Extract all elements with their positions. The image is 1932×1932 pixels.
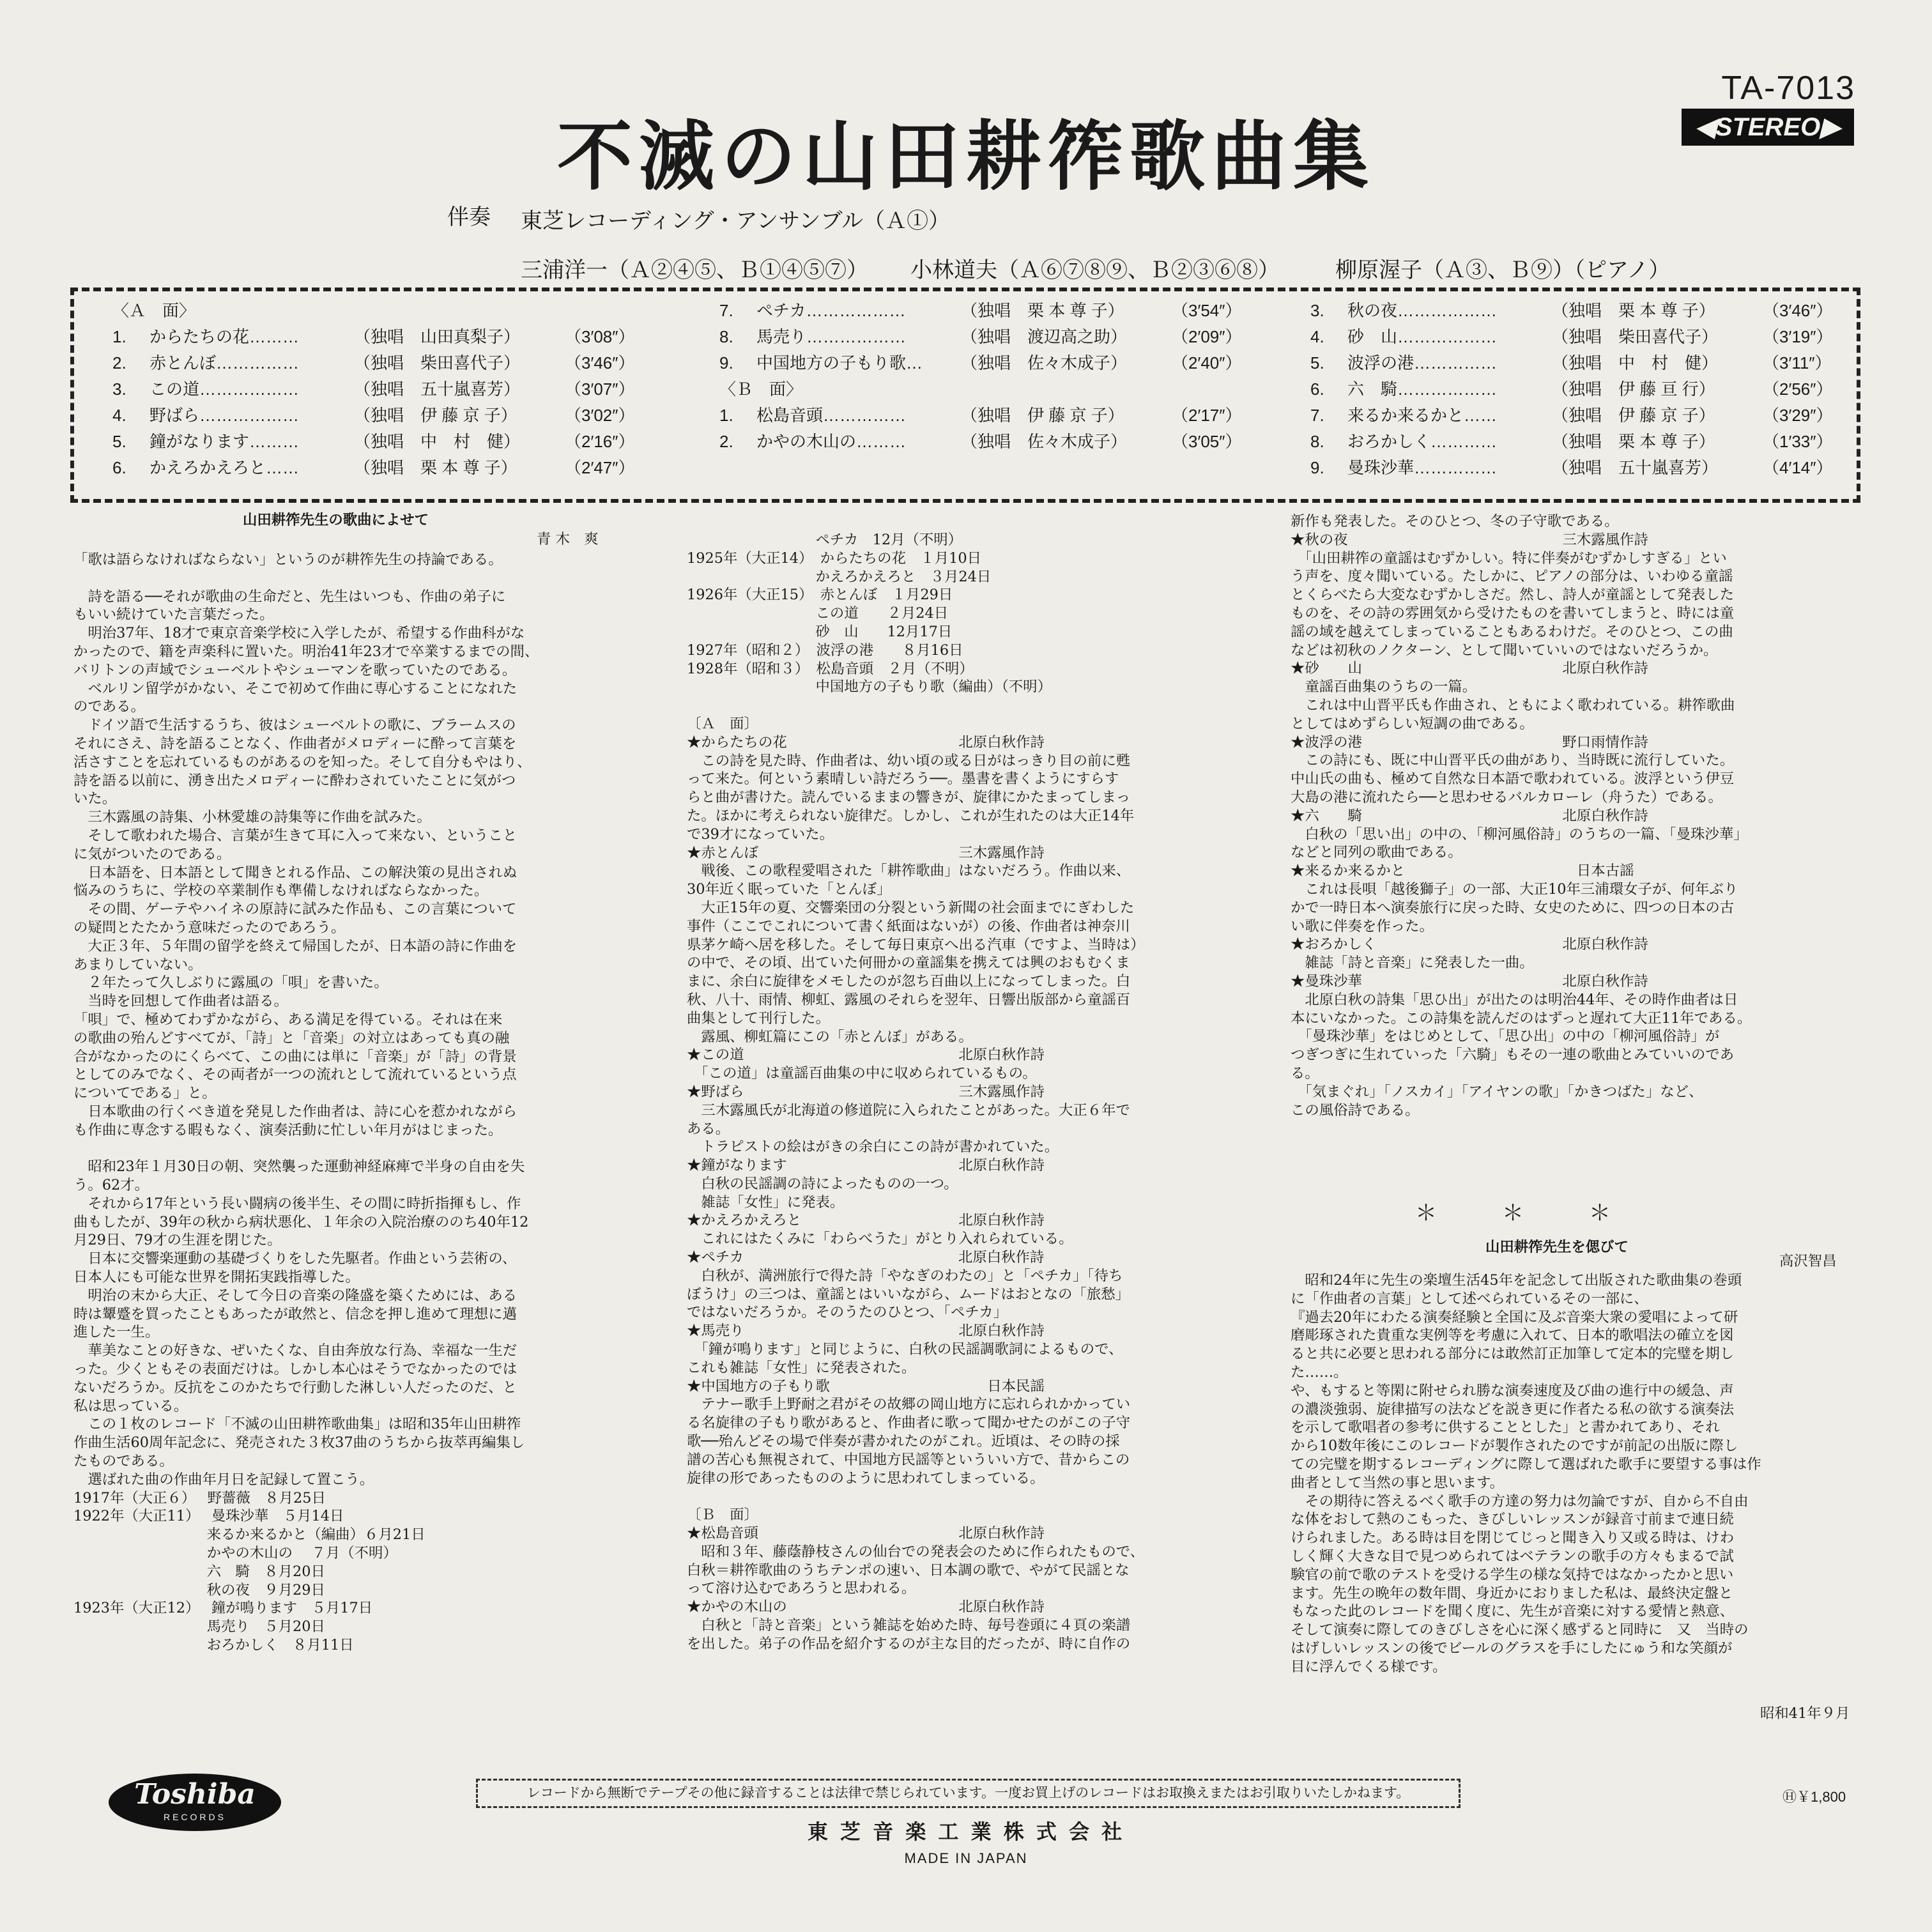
track-title: 鐘がなります……… (150, 432, 300, 451)
text-line: かで一時日本へ演奏旅行に戻った時、女史のために、四つの日本の古 (1291, 899, 1735, 916)
text-line: 月29日、79才の生涯を閉じた。 (73, 1232, 282, 1249)
track-row (112, 402, 641, 429)
text-line: その期待に答えるべく歌手の方達の努力は勿論ですが、自から不自由 (1291, 1492, 1749, 1510)
track-number: 6. (112, 458, 126, 477)
text-line: 験官の前で歌のテストを受ける学生の様な気持ではなかったかと思い (1291, 1566, 1734, 1583)
text-line: 曲もしたが、39年の秋から病状悪化、１年余の入院治療ののち40年12 (73, 1213, 529, 1230)
text-line: ★からたちの花 北原白秋作詩 (687, 733, 1045, 751)
text-line: 悩みのうちに、学校の卒業制作も準備しなければならなかった。 (73, 882, 489, 900)
text-line: 秋、八十、雨情、柳虹、露風のそれらを翌年、日響出版部から童謡百 (687, 991, 1131, 1008)
track-singer: （独唱 栗 本 尊 子） (961, 301, 1124, 320)
track-singer: （独唱 栗 本 尊 子） (1552, 432, 1715, 451)
text-line: などは初秋のノクターン、として聞いていいのではないだろうか。 (1291, 641, 1718, 659)
track-row (719, 350, 1248, 376)
text-line: けられました。ある時は目を閉じてじっと聞き入り又或る時は、けわ (1291, 1529, 1735, 1547)
track-singer: （独唱 山田真梨子） (354, 327, 521, 346)
section-divider-stars: ＊ ＊ ＊ (1415, 1200, 1611, 1226)
text-line: の中で、その頃、出ていた何冊かの童謡集を携えては興のおもむくま (687, 954, 1130, 972)
text-line: に「作曲者の言葉」として述べられているその一部に、 (1291, 1290, 1648, 1307)
track-singer: （独唱 栗 本 尊 子） (1552, 301, 1715, 320)
essay1-body (73, 551, 539, 1655)
text-line: 1927年（昭和２） 波浮の港 ８月16日 (687, 641, 963, 659)
tracklist-column-3 (1310, 298, 1839, 481)
text-line: かやの木山の ７月（不明） (73, 1545, 397, 1562)
track-title: かえろかえろと…… (150, 458, 300, 477)
text-line: まに、余白に旋律をメモしたのが忽ち百曲以上になってしまった。白 (687, 973, 1131, 990)
text-line: 大正15年の夏、交響楽団の分裂という新聞の社会面までにぎわした (687, 899, 1135, 916)
text-line: 「気まぐれ」「ノスカイ」「アイヤンの歌」「かきつばた」など、 (1291, 1083, 1703, 1100)
text-line: 1923年（大正12） 鐘が鳴ります ５月17日 (73, 1600, 373, 1617)
track-number: 1. (112, 327, 126, 346)
text-line: それから17年という長い闘病の後半生、その間に時折指揮もし、作 (73, 1195, 521, 1212)
text-line: ての完璧を期するレコーディングに際して選ばれた歌手に要望する事は作 (1291, 1455, 1761, 1473)
track-singer: （独唱 伊 藤 京 子） (354, 406, 518, 425)
text-line: これは中山晋平氏も作曲され、ともによく歌われている。耕筰歌曲 (1291, 696, 1735, 714)
track-singer: （独唱 伊 藤 京 子） (1552, 406, 1715, 425)
text-line: た。ほかに考えられない旋律だ。しかし、これが生れたのは大正14年 (687, 807, 1135, 824)
text-line: もいい続けていた言葉だった。 (73, 606, 274, 624)
text-line: これは長唄「越後獅子」の一部、大正10年三浦環女子が、何年ぶり (1291, 880, 1738, 898)
text-line: 華美なことの好きな、ぜいたくな、自由奔放な行為、幸福な一生だ (73, 1342, 518, 1360)
track-row (112, 324, 641, 350)
text-line: も作曲に専念する暇もなく、演奏活動に忙しい年月がはじまった。 (73, 1121, 503, 1138)
track-number: 2. (719, 432, 733, 451)
text-line: もなった此のレコードを聞く度に、先生が音楽に対する愛情と熱意、 (1291, 1603, 1735, 1620)
track-row (1310, 402, 1839, 429)
essay2-title: 山田耕筰先生を偲びて (1485, 1239, 1629, 1255)
track-singer: （独唱 柴田喜代子） (1552, 327, 1719, 346)
essay2-author: 高沢智昌 (1779, 1253, 1837, 1269)
track-singer: （独唱 佐々木成子） (961, 432, 1128, 451)
text-line: 譜の苦心も無視されて、中国地方民謡等といういい方で、昔からこの (687, 1451, 1130, 1468)
text-line: 中国地方の子もり歌（編曲）（不明） (687, 678, 1052, 696)
text-line: ★来るか来るかと 日本古謡 (1291, 862, 1634, 880)
text-line: ★鐘がなります 北原白秋作詩 (687, 1157, 1045, 1174)
essay2-body (1291, 1271, 1761, 1676)
text-line: そして歌われた場合、言葉が生きて耳に入って来ない、ということ (73, 827, 518, 844)
track-singer: （独唱 中 村 健） (1552, 353, 1719, 372)
track-row (719, 324, 1248, 350)
text-line: ★かえろかえろと 北原白秋作詩 (687, 1212, 1045, 1229)
text-line: その間、ゲーテやハイネの原詩に試みた作品も、この言葉について (73, 901, 517, 918)
text-line: 歌──殆んどその場で伴奏が書かれたのがこれ。近頃は、その時の採 (687, 1433, 1120, 1450)
text-line: 進した一生。 (73, 1324, 160, 1341)
text-line: 来るか来るかと（編曲）６月21日 (73, 1526, 425, 1544)
track-title: 馬売り……………… (756, 327, 907, 346)
track-title: 来るか来るかと…… (1347, 406, 1498, 425)
track-row (1310, 455, 1839, 481)
tracklist-column-2 (719, 298, 1248, 455)
text-line: 磨彫琢された貴重な実例等を考慮に入れて、日本的歌唱法の確立を図 (1291, 1327, 1734, 1344)
track-duration: （3′08″） (565, 327, 635, 346)
track-row (1310, 298, 1839, 324)
logo-sub: RECORDS (163, 1812, 226, 1822)
text-line: い歌に伴奏を作った。 (1291, 917, 1434, 935)
track-singer: （独唱 中 村 健） (354, 432, 521, 451)
text-line: この詩を見た時、作曲者は、幼い頃の或る日がはっきり目の前に甦 (687, 752, 1131, 769)
text-line: 目に浮んでくる様です。 (1291, 1658, 1447, 1675)
text-line: 当時を回想して作曲者は語る。 (73, 993, 288, 1010)
text-line: や、もすると等閑に附せられ勝な演奏速度及び曲の進行中の緩急、声 (1291, 1382, 1734, 1399)
text-line: ★六 騎 北原白秋作詩 (1291, 807, 1648, 824)
essay2-date: 昭和41年９月 (1760, 1705, 1850, 1722)
text-line: 私は思っている。 (73, 1397, 188, 1414)
track-title: この道……………… (150, 379, 300, 399)
text-line: ものを、その詩の雰囲気から受けたものを書いてしまうと、時には童 (1291, 604, 1735, 622)
text-line: る。 (1291, 1064, 1319, 1082)
essay1-title: 山田耕筰先生の歌曲によせて (243, 512, 429, 528)
text-line: ★野ばら 三木露風作詩 (687, 1083, 1045, 1100)
text-line: 〔Ａ 面〕 (687, 715, 758, 732)
text-line: 白秋の「思い出」の中の、「柳河風俗詩」のうちの一篇、「曼珠沙華」 (1291, 825, 1748, 843)
track-row (112, 455, 641, 481)
text-line: ★ペチカ 北原白秋作詩 (687, 1249, 1045, 1266)
track-duration: （2′17″） (1172, 406, 1242, 425)
text-line: この風俗詩である。 (1291, 1101, 1420, 1119)
text-line: 『過去20年にわたる演奏経験と全国に及ぶ音楽大衆の愛唱によって研 (1291, 1308, 1738, 1326)
text-line: 馬売り ５月20日 (73, 1618, 325, 1636)
track-title: 赤とんぼ…………… (150, 353, 300, 372)
text-line: を示して歌唱者の参考に供することとした」と書かれてあり、それ (1291, 1419, 1720, 1436)
copyright-notice: レコードから無断でテープその他に録音することは法律で禁じられています。一度お買上げのレコードはお取換えまたはお引取りいたしかねます。 (476, 1779, 1460, 1808)
text-line: 「山田耕筰の童謡はむずかしい。特に伴奏がむずかしすぎる」とい (1291, 549, 1727, 567)
text-line: 1922年（大正11） 曼珠沙華 ５月14日 (73, 1508, 344, 1525)
track-singer: （独唱 五十嵐喜芳） (1552, 458, 1719, 477)
track-number: 2. (112, 353, 126, 372)
track-row (1310, 376, 1839, 402)
track-row (1310, 350, 1839, 376)
text-line: などと同列の歌曲である。 (1291, 844, 1462, 861)
text-line: 大正３年、５年間の留学を終えて帰国したが、日本語の詩に作曲を (73, 937, 518, 954)
text-line (687, 696, 1145, 715)
ensemble-credit: 東芝レコーディング・アンサンブル（Ａ①） (521, 209, 951, 233)
track-row (719, 402, 1248, 429)
text-line: テナー歌手上野耐之君がその故郷の岡山地方に忘れられかかってい (687, 1396, 1131, 1413)
text-line: ★秋の夜 三木露風作詩 (1291, 531, 1648, 548)
track-duration: （3′54″） (1172, 301, 1242, 320)
text-line: についてである」と。 (73, 1085, 217, 1102)
text-line: かったので、籍を声楽科に置いた。明治41年23才で卒業するまでの間、 (73, 643, 539, 660)
tracklist-column-1 (112, 298, 641, 481)
text-line: 童謡百曲集のうちの一篇。 (1291, 678, 1477, 696)
track-title: 中国地方の子もり歌… (756, 353, 923, 372)
text-line: 雑誌「詩と音楽」に発表した一曲。 (1291, 954, 1534, 972)
track-number: 3. (112, 379, 126, 399)
track-singer: （独唱 渡辺高之助） (961, 327, 1128, 346)
text-line: あまりしていない。 (73, 956, 203, 973)
text-line: の歌曲の殆んどすべてが、「詩」と「音楽」の対立はあっても真の融 (73, 1029, 510, 1046)
text-line: のである。 (73, 698, 145, 716)
text-line: 大島の港に流れたら──と思わせるバルカローレ（舟うた）である。 (1291, 788, 1722, 806)
track-title: 松島音頭…………… (756, 406, 907, 425)
text-line: それにさえ、詩を語ることなく、作曲者がメロディーに酔って言葉を (73, 735, 517, 752)
text-line: ★松島音頭 北原白秋作詩 (687, 1525, 1045, 1542)
text-line: 〔Ｂ 面〕 (687, 1506, 758, 1524)
text-line: いた。 (73, 790, 117, 808)
tracklist-box (70, 288, 1860, 503)
text-line: 作曲生活60周年記念に、発売された３枚37曲のうちから抜萃再編集し (73, 1434, 525, 1452)
text-line: これも雑誌「女性」に発表された。 (687, 1359, 916, 1376)
track-singer: （独唱 伊 藤 京 子） (961, 406, 1124, 425)
track-duration: （3′46″） (565, 353, 635, 372)
text-line: 昭和３年、藤蔭静枝さんの仙台での発表会のために作られたもので、 (687, 1543, 1145, 1560)
track-number: 9. (719, 353, 733, 372)
track-title: 曼珠沙華…………… (1347, 458, 1498, 477)
text-line: ★赤とんぼ 三木露風作詩 (687, 844, 1045, 861)
text-line: 県茅ケ崎へ居を移した。そして毎日東京へ出る汽車（ですよ、当時は） (687, 936, 1145, 953)
track-title: 野ばら……………… (150, 406, 300, 425)
notes-column-2 (687, 531, 1145, 1653)
notes-column-3 (1291, 512, 1751, 1119)
text-line: バリトンの声域でシューベルトやシューマンを歌っていたのである。 (73, 661, 517, 678)
text-line: 謡の域を越えてしまっていることもあるわけだ。そのひとつ、この曲 (1291, 623, 1733, 640)
text-line: った。少くともその表面だけは。しかし本心はそうでなかったのでは (73, 1361, 518, 1378)
track-row (112, 429, 641, 455)
text-line: 1925年（大正14） からたちの花 １月10日 (687, 549, 982, 567)
track-duration: （2′16″） (565, 432, 635, 451)
text-line: ★馬売り 北原白秋作詩 (687, 1322, 1045, 1340)
text-line: 1917年（大正６） 野薔薇 ８月25日 (73, 1489, 326, 1506)
track-title: 波浮の港…………… (1347, 353, 1498, 372)
stereo-badge: ◀STEREO▶ (1682, 109, 1854, 146)
text-line: そして演奏に際してのきびしさを心に深く感ずると同時に 又 当時の (1291, 1621, 1749, 1639)
text-line: 「唄」で、極めてわずかながら、ある満足を得ている。それは在来 (73, 1011, 503, 1028)
text-line: ベルリン留学がかない、そこで初めて作曲に専心することになれた (73, 680, 518, 697)
text-line: から10数年後にこのレコードが製作されたのですが前記の出版に際し (1291, 1438, 1738, 1455)
text-line: 北原白秋の詩集「思ひ出」が出たのは明治44年、その時作曲者は日 (1291, 991, 1738, 1008)
text-line: 白秋の民謡調の詩によったものの一つ。 (687, 1175, 958, 1192)
text-line: 日本に交響楽運動の基礎づくりをした先駆者。作曲という芸術の、 (73, 1250, 517, 1268)
track-singer: （独唱 栗 本 尊 子） (354, 458, 518, 477)
text-line: ★曼珠沙華 北原白秋作詩 (1291, 972, 1648, 990)
track-duration: （3′29″） (1763, 406, 1833, 425)
pianist-credit-2: 小林道夫（Ａ⑥⑦⑧⑨、Ｂ②③⑥⑧） (910, 258, 1280, 282)
text-line: う。62才。 (73, 1177, 150, 1194)
track-title: 六 騎……………… (1347, 379, 1498, 399)
text-line: 曲者として当然の事と思います。 (1291, 1474, 1505, 1491)
text-line: らと曲が書けた。読んでいるままの響きが、旋律にかたまってしまっ (687, 789, 1131, 806)
track-title: 砂 山……………… (1347, 327, 1498, 346)
text-line: ドイツ語で生活するうち、彼はシューベルトの歌に、ブラームスの (73, 717, 516, 734)
text-line: としてはめずらしい短調の曲である。 (1291, 715, 1534, 732)
logo-name: Toshiba (134, 1778, 256, 1811)
text-line: しく輝く大きな目で見つめられてはベテランの歌手の方々もまるで試 (1291, 1547, 1734, 1565)
text-line: ではないだろうか。そのうたのひとつ、「ペチカ」 (687, 1304, 1008, 1321)
text-line: 詩を語る以前に、湧き出たメロディーに酔わされていたことに気がつ (73, 772, 516, 789)
text-line: ある。 (687, 1120, 730, 1137)
track-duration: （4′14″） (1763, 458, 1833, 477)
text-line: 三木露風の詩集、小林愛雄の詩集等に作曲を試みた。 (73, 809, 431, 826)
text-line: 秋の夜 ９月29日 (73, 1581, 325, 1598)
text-line: 30年近く眠っていた「とんぼ」 (687, 881, 891, 898)
text-line: 日本人にも可能な世界を開拓実践指導した。 (73, 1269, 360, 1286)
text-line: 事件（ここでこれについて書く紙面はないが）の後、作曲者は神奈川 (687, 917, 1130, 935)
pianist-credit-1: 三浦洋一（Ａ②④⑤、Ｂ①④⑤⑦） (521, 258, 868, 282)
text-line: つぎつぎに生れていった「六騎」もその一連の歌曲とみていいのであ (1291, 1046, 1735, 1064)
text-line: 中山氏の曲も、極めて自然な日本語で歌われている。波浮という伊豆 (1291, 770, 1735, 788)
text-line: う声を、度々聞いている。たしかに、ピアノの部分は、いわゆる童謡 (1291, 568, 1733, 585)
track-duration: （3′11″） (1763, 353, 1832, 372)
text-line (73, 569, 539, 588)
text-line: 昭和24年に先生の楽壇生活45年を記念して出版された歌曲集の巻頭 (1291, 1272, 1742, 1289)
text-line: 「曼珠沙華」をはじめとして、「思ひ出」の中の「柳河風俗詩」が (1291, 1028, 1720, 1045)
track-title: かやの木山の……… (756, 432, 907, 451)
text-line: 白秋と「詩と音楽」という雑誌を始めた時、毎号巻頭に４頁の楽譜 (687, 1617, 1131, 1634)
text-line: 日本歌曲の行くべき道を発見した作曲者は、詩に心を惹かれながら (73, 1103, 518, 1120)
text-line: を出した。弟子の作品を紹介するのが主な目的だったが、時に自作の (687, 1635, 1131, 1652)
text-line: 「鐘が鳴ります」と同じように、白秋の民謡調歌詞によるもので、 (687, 1341, 1123, 1358)
text-line: の濃淡強弱、旋律描写の法などを説き更に作者たる私の欲する演奏法 (1291, 1400, 1735, 1418)
track-row (112, 350, 641, 376)
text-line: ★かやの木山の 北原白秋作詩 (687, 1598, 1045, 1616)
track-duration: （1′33″） (1763, 432, 1833, 451)
text-line: この詩にも、既に中山晋平氏の曲があり、当時既に流行していた。 (1291, 752, 1735, 769)
track-title: 秋の夜……………… (1347, 301, 1498, 320)
text-line: 詩を語る──それが歌曲の生命だと、先生はいつも、作曲の弟子に (73, 588, 506, 605)
track-number: 5. (1310, 353, 1324, 372)
text-line: 雑誌「女性」に発表。 (687, 1193, 845, 1211)
text-line: ★おろかしく 北原白秋作詩 (1291, 936, 1648, 953)
text-line: 戦後、この歌程愛唱された「耕筰歌曲」はないだろう。作曲以来、 (687, 862, 1131, 880)
text-line: の疑問とたたかう意味だったのであろう。 (73, 919, 346, 936)
text-line: 1928年（昭和３） 松島音頭 ２月（不明） (687, 660, 974, 677)
text-line: トラピストの絵はがきの余白にこの詩が書かれていた。 (687, 1138, 1059, 1156)
text-line: 時は顰蹙を買ったこともあったが敢然と、信念を押し進めて理想に邁 (73, 1305, 517, 1322)
text-line (73, 1140, 539, 1158)
text-line: 旋律の形であったもののように思われてしまっている。 (687, 1469, 1045, 1487)
text-line: ★中国地方の子もり歌 日本民謡 (687, 1377, 1045, 1395)
text-line: 明治37年、18才で東京音楽学校に入学したが、希望する作曲科がな (73, 625, 525, 642)
text-line: 「歌は語らなければならない」というのが耕筰先生の持論である。 (73, 551, 503, 568)
track-singer: （独唱 柴田喜代子） (354, 353, 521, 372)
text-line: おろかしく ８月11日 (73, 1637, 354, 1654)
text-line: 三木露風氏が北海道の修道院に入られたことがあった。大正６年で (687, 1101, 1130, 1119)
text-line: 露風、柳虹篇にこの「赤とんぼ」がある。 (687, 1028, 973, 1045)
text-line (687, 1487, 1145, 1506)
text-line: これにはたくみに「わらべうた」がとり入れられている。 (687, 1230, 1073, 1248)
album-title: 不滅の山田耕筰歌曲集 (556, 112, 1375, 201)
text-line: 六 騎 ８月20日 (73, 1563, 325, 1580)
text-line: 「この道」は童謡百曲集の中に収められているもの。 (687, 1065, 1037, 1082)
track-number: 1. (719, 406, 733, 425)
track-title: からたちの花……… (150, 327, 300, 346)
text-line: って来た。何という素晴しい詩だろう──。墨書を書くようにすらす (687, 770, 1119, 788)
text-line: 白秋が、満洲旅行で得た詩「やなぎのわたの」と「ペチカ」「待ち (687, 1267, 1123, 1284)
text-line: としてのみでなく、その両者が一つの流れとして流れているという点 (73, 1066, 517, 1084)
text-line: 1926年（大正15） 赤とんぼ １月29日 (687, 586, 953, 604)
text-line: 本にいなかった。この詩集を読んだのはずっと遅れて大正11年である。 (1291, 1009, 1752, 1027)
essay1-author: 青 木 爽 (537, 531, 599, 548)
side-heading: 〈Ｂ 面〉 (719, 379, 803, 399)
company-name: 東 芝 音 楽 工 業 株 式 会 社 (807, 1820, 1125, 1844)
made-in-japan: MADE IN JAPAN (904, 1850, 1028, 1866)
text-line: 新作も発表した。そのひとつ、冬の子守歌である。 (1291, 513, 1619, 530)
track-title: ペチカ……………… (756, 301, 906, 320)
track-singer: （独唱 五十嵐喜芳） (354, 379, 521, 399)
track-number: 4. (112, 406, 126, 425)
track-number: 8. (719, 327, 733, 346)
text-line: ２年たって久しぶりに露風の「唄」を書いた。 (73, 974, 388, 992)
track-number: 6. (1310, 379, 1324, 399)
text-line: で39才になっていた。 (687, 825, 834, 843)
track-duration: （2′56″） (1763, 379, 1833, 399)
text-line: って溶け込むであろうと思われる。 (687, 1580, 916, 1597)
accompaniment-label: 伴奏 (447, 205, 491, 229)
track-number: 3. (1310, 301, 1324, 320)
text-line: た……。 (1291, 1363, 1348, 1381)
track-singer: （独唱 伊 藤 亘 行） (1552, 379, 1715, 399)
track-title: おろかしく………… (1347, 432, 1498, 451)
track-row (719, 429, 1248, 455)
track-number: 9. (1310, 458, 1324, 477)
track-number: 7. (1310, 406, 1324, 425)
text-line: る名旋律の子もり歌があると、作曲者に歌って聞かせたのがこの子守 (687, 1414, 1131, 1432)
track-duration: （2′09″） (1172, 327, 1242, 346)
text-line: ます。先生の晩年の数年間、身近かにおりました私は、最終決定盤と (1291, 1584, 1733, 1602)
track-duration: （2′47″） (565, 458, 635, 477)
text-line: この道 ２月24日 (687, 605, 949, 622)
text-line: な体をおして熱のこもった、きびしいレッスンが録音寸前まで連日続 (1291, 1511, 1734, 1528)
text-line: 活さすことを忘れているものがあるのを知った。そして自分もやはり、 (73, 753, 532, 770)
track-row (1310, 324, 1839, 350)
text-line: 曲集として刊行した。 (687, 1009, 830, 1027)
text-line: に気がついたのである。 (73, 845, 231, 862)
pianist-credit-3: 柳原渥子（Ａ③、Ｂ⑨）（ピアノ） (1335, 258, 1671, 282)
catalog-number: TA-7013 (1721, 70, 1855, 107)
track-number: 4. (1310, 327, 1324, 346)
track-number: 5. (112, 432, 126, 451)
text-line: この１枚のレコード「不滅の山田耕筰歌曲集」は昭和35年山田耕筰 (73, 1416, 521, 1433)
track-row (719, 298, 1248, 324)
track-row (1310, 429, 1839, 455)
text-line: 砂 山 12月17日 (687, 623, 953, 640)
track-number: 7. (719, 301, 733, 320)
track-row (112, 376, 641, 402)
track-duration: （3′19″） (1763, 327, 1833, 346)
text-line: かえろかえろと ３月24日 (687, 568, 992, 585)
track-duration: （3′05″） (1172, 432, 1242, 451)
text-line: とくらべたら大変なむずかしさだ。然し、詩人が童謡として発表した (1291, 586, 1735, 604)
text-line: ★この道 北原白秋作詩 (687, 1046, 1045, 1064)
text-line: はげしいレッスンの後でビールのグラスを手にしたにゅう和な笑顔が (1291, 1639, 1733, 1657)
text-line: ると共に必要と思われる部分には敢然訂正加筆して定本的完璧を期し (1291, 1346, 1735, 1363)
track-number: 8. (1310, 432, 1324, 451)
track-duration: （3′07″） (565, 379, 635, 399)
text-line: 日本語を、日本語として聞きとれる作品、この解決策の見出されぬ (73, 864, 518, 881)
text-line: たものである。 (73, 1453, 174, 1470)
text-line: ペチカ 12月（不明） (687, 532, 963, 548)
text-line: 明治の末から大正、そして今日の音楽の隆盛を築くためには、ある (73, 1287, 518, 1304)
text-line: ★砂 山 北原白秋作詩 (1291, 660, 1648, 677)
text-line: ないだろうか。反抗をこのかたちで行動した淋しい人だったのだ、と (73, 1379, 517, 1396)
track-duration: （2′40″） (1172, 353, 1242, 372)
track-duration: （3′02″） (565, 406, 635, 425)
text-line: 選ばれた曲の作曲年月日を記録して置こう。 (73, 1471, 374, 1488)
text-line: 白秋＝耕筰歌曲のうちテンポの速い、日本調の歌で、やがて民謡とな (687, 1561, 1130, 1579)
text-line: 合がなかったのにくらべて、この曲には単に「音楽」が「詩」の背景 (73, 1048, 517, 1065)
text-line: ★波浮の港 野口雨情作詩 (1291, 733, 1648, 751)
track-duration: （3′46″） (1763, 301, 1833, 320)
text-line: ぼうけ」の三つは、童謡とはいいながら、ムードはおとなの「旅愁」 (687, 1285, 1130, 1303)
side-heading: 〈Ａ 面〉 (112, 301, 196, 320)
text-line: 昭和23年１月30日の朝、突然襲った運動神経麻痺で半身の自由を失 (73, 1158, 525, 1176)
track-singer: （独唱 佐々木成子） (961, 353, 1128, 372)
price-label: Ⓗ￥1,800 (1782, 1789, 1846, 1805)
